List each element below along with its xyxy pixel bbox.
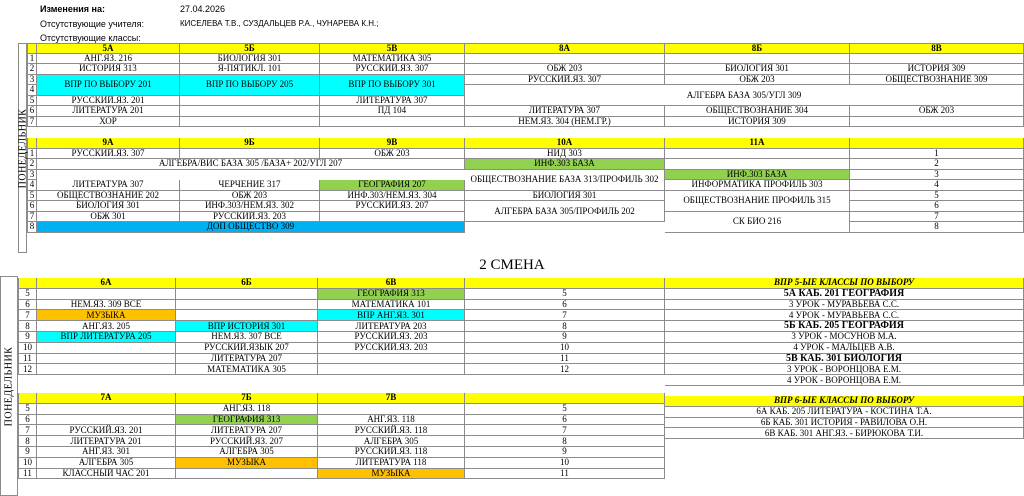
lesson-cell: АЛГЕБРА/ВИС БАЗА 305 /БАЗА+ 202/УГЛ 207 <box>37 159 465 170</box>
lesson-cell: ЛИТЕРАТУРА 207 <box>176 354 318 365</box>
lesson-number: 3 <box>27 170 37 181</box>
lesson-number: 1 <box>27 54 37 65</box>
lesson-cell: АНГ.ЯЗ. 216 <box>37 54 180 65</box>
lesson-cell <box>37 404 176 415</box>
lesson-cell: ПД 104 <box>320 106 465 117</box>
class-header <box>465 278 665 289</box>
lesson-number: 1 <box>27 149 37 160</box>
lesson-number-right: 5 <box>850 191 1024 202</box>
lesson-cell: РУССКИЙ.ЯЗ. 203 <box>318 332 465 343</box>
lesson-cell: АЛГЕБРА 305 <box>318 436 465 447</box>
day-label-shift2: ПОНЕДЕЛЬНИК <box>0 276 18 496</box>
lesson-cell <box>320 117 465 128</box>
lesson-cell: ОБЩЕСТВОЗНАНИЕ 309 <box>850 75 1024 86</box>
class-header: 10А <box>465 138 665 149</box>
lesson-cell: АНГ.ЯЗ. 118 <box>318 415 465 426</box>
lesson-cell: МАТЕМАТИКА 305 <box>176 364 318 375</box>
lesson-number: 2 <box>27 64 37 75</box>
lesson-cell <box>176 289 318 300</box>
lesson-cell: ВПР ИСТОРИЯ 301 <box>176 321 318 332</box>
lesson-cell: ГЕОГРАФИЯ 313 <box>176 415 318 426</box>
lesson-cell: РУССКИЙ.ЯЗ. 207 <box>176 436 318 447</box>
lesson-number-right: 4 <box>850 180 1024 191</box>
header-corner <box>27 138 37 149</box>
shift2-title: 2 СМЕНА <box>479 257 545 273</box>
lesson-cell: ЛИТЕРАТУРА 118 <box>318 458 465 469</box>
lesson-cell: МУЗЫКА <box>37 310 176 321</box>
vpr-line: 4 УРОК - ВОРОНЦОВА Е.М. <box>665 375 1024 386</box>
lesson-cell: ИНФ.303 БАЗА <box>465 159 665 170</box>
lesson-cell: ЛИТЕРАТУРА 307 <box>465 106 665 117</box>
lesson-cell <box>850 117 1024 128</box>
class-header: 6А <box>37 278 176 289</box>
lesson-cell: АЛГЕБРА БАЗА 305/УГЛ 309 <box>465 85 1024 106</box>
lesson-cell: РУССКИЙ.ЯЗ. 207 <box>320 201 465 212</box>
lesson-cell: ОБЩЕСТВОЗНАНИЕ ПРОФИЛЬ 315 <box>665 191 850 212</box>
lesson-cell: ВПР ПО ВЫБОРУ 201 <box>37 75 180 96</box>
lesson-cell <box>318 354 465 365</box>
lesson-cell: ГЕОГРАФИЯ 207 <box>320 180 465 191</box>
lesson-cell: ВПР ЛИТЕРАТУРА 205 <box>37 332 176 343</box>
lesson-number: 4 <box>27 180 37 191</box>
class-header: 7Б <box>176 393 318 404</box>
lesson-number: 8 <box>18 321 37 332</box>
lesson-cell: Я-ПЯТИКЛ. 101 <box>180 64 320 75</box>
changes-date: 27.04.2026 <box>180 4 226 14</box>
lesson-number-right: 6 <box>465 300 665 311</box>
class-header: 5А <box>37 43 180 54</box>
lesson-number: 10 <box>18 458 37 469</box>
lesson-cell: РУССКИЙ.ЯЗ. 307 <box>320 64 465 75</box>
lesson-cell: ОБЩЕСТВОЗНАНИЕ 304 <box>665 106 850 117</box>
vpr-line: 6Б КАБ. 301 ИСТОРИЯ - РАВИЛОВА О.Н. <box>665 418 1024 429</box>
lesson-number: 10 <box>18 343 37 354</box>
lesson-cell: РУССКИЙ.ЯЗ. 307 <box>465 75 665 86</box>
lesson-cell <box>176 300 318 311</box>
header-corner <box>18 393 37 404</box>
lesson-number: 12 <box>18 364 37 375</box>
lesson-cell: РУССКИЙ.ЯЗ. 201 <box>37 425 176 436</box>
lesson-cell: РУССКИЙ.ЯЗЫК 207 <box>176 343 318 354</box>
lesson-cell: ЧЕРЧЕНИЕ 317 <box>180 180 320 191</box>
lesson-cell: ЛИТЕРАТУРА 203 <box>318 321 465 332</box>
changes-label: Изменения на: <box>40 4 105 14</box>
lesson-cell: ГЕОГРАФИЯ 313 <box>318 289 465 300</box>
lesson-cell <box>37 343 176 354</box>
vpr-line: 4 УРОК - МУРАВЬЕВА С.С. <box>665 310 1024 321</box>
lesson-cell: БИОЛОГИЯ 301 <box>37 201 180 212</box>
vpr-line: 6В КАБ. 301 АНГ.ЯЗ. - БИРЮКОВА Т.И. <box>665 428 1024 439</box>
lesson-cell <box>180 149 320 160</box>
lesson-cell: ИСТОРИЯ 309 <box>850 64 1024 75</box>
class-header: 8В <box>850 43 1024 54</box>
lesson-number: 7 <box>27 212 37 223</box>
lesson-cell <box>665 159 850 170</box>
lesson-cell <box>180 106 320 117</box>
lesson-cell: АНГ.ЯЗ. 205 <box>37 321 176 332</box>
lesson-cell: ОБЖ 203 <box>665 75 850 86</box>
lesson-number-right: 1 <box>850 149 1024 160</box>
lesson-cell: ЛИТЕРАТУРА 307 <box>37 180 180 191</box>
lesson-cell: ОБЩЕСТВОЗНАНИЕ 202 <box>37 191 180 202</box>
lesson-cell: ХОР <box>37 117 180 128</box>
lesson-number: 11 <box>18 354 37 365</box>
vpr-line: 3 УРОК - ВОРОНЦОВА Е.М. <box>665 364 1024 375</box>
lesson-cell: КЛАССНЫЙ ЧАС 201 <box>37 469 176 480</box>
day-label-shift1: ПОНЕДЕЛЬНИК <box>18 43 27 253</box>
lesson-cell: АЛГЕБРА БАЗА 305/ПРОФИЛЬ 202 <box>465 201 665 222</box>
class-header: 6Б <box>176 278 318 289</box>
lesson-number: 7 <box>18 425 37 436</box>
vpr-line: 5А КАБ. 201 ГЕОГРАФИЯ <box>665 289 1024 300</box>
lesson-number-right: 8 <box>465 321 665 332</box>
class-header: 11А <box>665 138 850 149</box>
class-header: 8А <box>465 43 665 54</box>
lesson-number: 6 <box>18 300 37 311</box>
class-header <box>850 138 1024 149</box>
lesson-cell: МАТЕМАТИКА 101 <box>318 300 465 311</box>
lesson-cell: РУССКИЙ.ЯЗ. 203 <box>318 343 465 354</box>
lesson-number: 8 <box>27 222 37 233</box>
lesson-cell: ВПР АНГ.ЯЗ. 301 <box>318 310 465 321</box>
lesson-number-right: 5 <box>465 289 665 300</box>
lesson-number: 6 <box>27 106 37 117</box>
lesson-cell: РУССКИЙ.ЯЗ. 201 <box>37 96 180 107</box>
lesson-cell: ДОП ОБЩЕСТВО 309 <box>37 222 465 233</box>
lesson-cell: МУЗЫКА <box>176 458 318 469</box>
lesson-number-right: 6 <box>465 415 665 426</box>
lesson-number-right: 8 <box>850 222 1024 233</box>
lesson-cell: ОБЖ 203 <box>465 64 665 75</box>
lesson-number: 9 <box>18 447 37 458</box>
lesson-number-right: 5 <box>465 404 665 415</box>
lesson-number-right: 10 <box>465 458 665 469</box>
lesson-cell <box>176 310 318 321</box>
lesson-cell: МУЗЫКА <box>318 469 465 480</box>
class-header: 9А <box>37 138 180 149</box>
lesson-cell: БИОЛОГИЯ 301 <box>465 191 665 202</box>
vpr-line: 6А КАБ. 205 ЛИТЕРАТУРА - КОСТИНА Т.А. <box>665 407 1024 418</box>
lesson-cell: ОБЖ 203 <box>180 191 320 202</box>
lesson-cell: ЛИТЕРАТУРА 207 <box>176 425 318 436</box>
lesson-number-right: 7 <box>465 425 665 436</box>
lesson-cell: ВПР ПО ВЫБОРУ 205 <box>180 75 320 96</box>
lesson-number: 5 <box>18 404 37 415</box>
lesson-number-right: 7 <box>465 310 665 321</box>
lesson-cell: АНГ.ЯЗ. 118 <box>176 404 318 415</box>
lesson-cell: СК БИО 216 <box>665 212 850 233</box>
lesson-cell <box>180 117 320 128</box>
lesson-cell: НЕМ.ЯЗ. 309 ВСЕ <box>37 300 176 311</box>
lesson-cell: МАТЕМАТИКА 305 <box>320 54 465 65</box>
lesson-number-right: 9 <box>465 332 665 343</box>
vpr-line: ВПР 5-ЫЕ КЛАССЫ ПО ВЫБОРУ <box>665 278 1024 289</box>
vpr-line: 5Б КАБ. 205 ГЕОГРАФИЯ <box>665 321 1024 332</box>
vpr-line: 5В КАБ. 301 БИОЛОГИЯ <box>665 354 1024 365</box>
lesson-cell: ОБЖ 203 <box>320 149 465 160</box>
lesson-number-right: 11 <box>465 469 665 480</box>
lesson-number-right: 6 <box>850 201 1024 212</box>
class-header: 5Б <box>180 43 320 54</box>
lesson-cell: АЛГЕБРА 305 <box>37 458 176 469</box>
lesson-number: 5 <box>27 96 37 107</box>
lesson-cell: РУССКИЙ.ЯЗ. 203 <box>180 212 320 223</box>
lesson-cell: ИСТОРИЯ 309 <box>665 117 850 128</box>
lesson-number: 4 <box>27 85 37 96</box>
lesson-number-right: 12 <box>465 364 665 375</box>
lesson-number: 11 <box>18 469 37 480</box>
lesson-number: 9 <box>18 332 37 343</box>
lesson-cell <box>37 415 176 426</box>
lesson-cell: АЛГЕБРА 305 <box>176 447 318 458</box>
lesson-cell: БИОЛОГИЯ 301 <box>665 64 850 75</box>
lesson-cell: РУССКИЙ.ЯЗ. 118 <box>318 447 465 458</box>
lesson-cell <box>320 212 465 223</box>
lesson-cell: ИНФ.303 БАЗА <box>665 170 850 181</box>
lesson-number-right: 3 <box>850 170 1024 181</box>
lesson-cell: РУССКИЙ.ЯЗ. 307 <box>37 149 180 160</box>
lesson-cell <box>37 364 176 375</box>
lesson-cell <box>318 404 465 415</box>
class-header: 9Б <box>180 138 320 149</box>
absent-teachers-value: КИСЕЛЕВА Т.В., СУЗДАЛЬЦЕВ Р.А., ЧУНАРЕВА К.Н.; <box>180 19 379 28</box>
lesson-cell <box>176 469 318 480</box>
lesson-number: 2 <box>27 159 37 170</box>
absent-classes-label: Отсутствующие классы: <box>40 33 141 43</box>
lesson-cell: ВПР ПО ВЫБОРУ 301 <box>320 75 465 96</box>
lesson-cell <box>465 54 665 65</box>
class-header <box>465 393 665 404</box>
lesson-cell <box>37 289 176 300</box>
class-header: 5В <box>320 43 465 54</box>
lesson-cell <box>180 96 320 107</box>
lesson-cell: РУССКИЙ.ЯЗ. 118 <box>318 425 465 436</box>
lesson-number: 8 <box>18 436 37 447</box>
lesson-number: 5 <box>27 191 37 202</box>
lesson-cell: АНГ.ЯЗ. 301 <box>37 447 176 458</box>
lesson-cell: ИНФ.303/НЕМ.ЯЗ. 302 <box>180 201 320 212</box>
lesson-cell: ОБЖ 203 <box>850 106 1024 117</box>
lesson-cell: ЛИТЕРАТУРА 201 <box>37 436 176 447</box>
lesson-number: 6 <box>18 415 37 426</box>
class-header: 8Б <box>665 43 850 54</box>
lesson-cell <box>665 149 850 160</box>
lesson-number-right: 10 <box>465 343 665 354</box>
header-corner <box>27 43 37 54</box>
lesson-cell: ИНФОРМАТИКА ПРОФИЛЬ 303 <box>665 180 850 191</box>
absent-teachers-label: Отсутствующие учителя: <box>40 19 145 29</box>
lesson-cell <box>318 364 465 375</box>
vpr-line: 3 УРОК - МУРАВЬЕВА С.С. <box>665 300 1024 311</box>
header-corner <box>18 278 37 289</box>
lesson-number: 7 <box>27 117 37 128</box>
lesson-number: 6 <box>27 201 37 212</box>
lesson-number: 5 <box>18 289 37 300</box>
lesson-number-right: 7 <box>850 212 1024 223</box>
lesson-number-right: 8 <box>465 436 665 447</box>
lesson-cell <box>850 54 1024 65</box>
lesson-cell: ИСТОРИЯ 313 <box>37 64 180 75</box>
lesson-number: 7 <box>18 310 37 321</box>
lesson-cell: БИОЛОГИЯ 301 <box>180 54 320 65</box>
vpr-line: 3 УРОК - МОСУНОВ М.А. <box>665 332 1024 343</box>
lesson-cell: ОБЩЕСТВОЗНАНИЕ БАЗА 313/ПРОФИЛЬ 302 <box>465 170 665 191</box>
class-header: 7В <box>318 393 465 404</box>
lesson-cell: ЛИТЕРАТУРА 307 <box>320 96 465 107</box>
lesson-number-right: 9 <box>465 447 665 458</box>
lesson-number: 3 <box>27 75 37 86</box>
lesson-cell: ЛИТЕРАТУРА 201 <box>37 106 180 117</box>
class-header: 9В <box>320 138 465 149</box>
class-header: 6В <box>318 278 465 289</box>
lesson-cell <box>37 354 176 365</box>
lesson-number-right: 11 <box>465 354 665 365</box>
class-header: 7А <box>37 393 176 404</box>
lesson-cell <box>665 54 850 65</box>
lesson-cell: ИНФ.303/НЕМ.ЯЗ. 304 <box>320 191 465 202</box>
lesson-cell: ОБЖ 301 <box>37 212 180 223</box>
lesson-cell: НЕМ.ЯЗ. 304 (НЕМ.ГР.) <box>465 117 665 128</box>
vpr-line: 4 УРОК - МАЛЬЦЕВ А.В. <box>665 343 1024 354</box>
lesson-cell: НЕМ.ЯЗ. 307 ВСЕ <box>176 332 318 343</box>
lesson-number-right: 2 <box>850 159 1024 170</box>
vpr-line: ВПР 6-ЫЕ КЛАССЫ ПО ВЫБОРУ <box>665 396 1024 407</box>
lesson-cell: НИД 303 <box>465 149 665 160</box>
